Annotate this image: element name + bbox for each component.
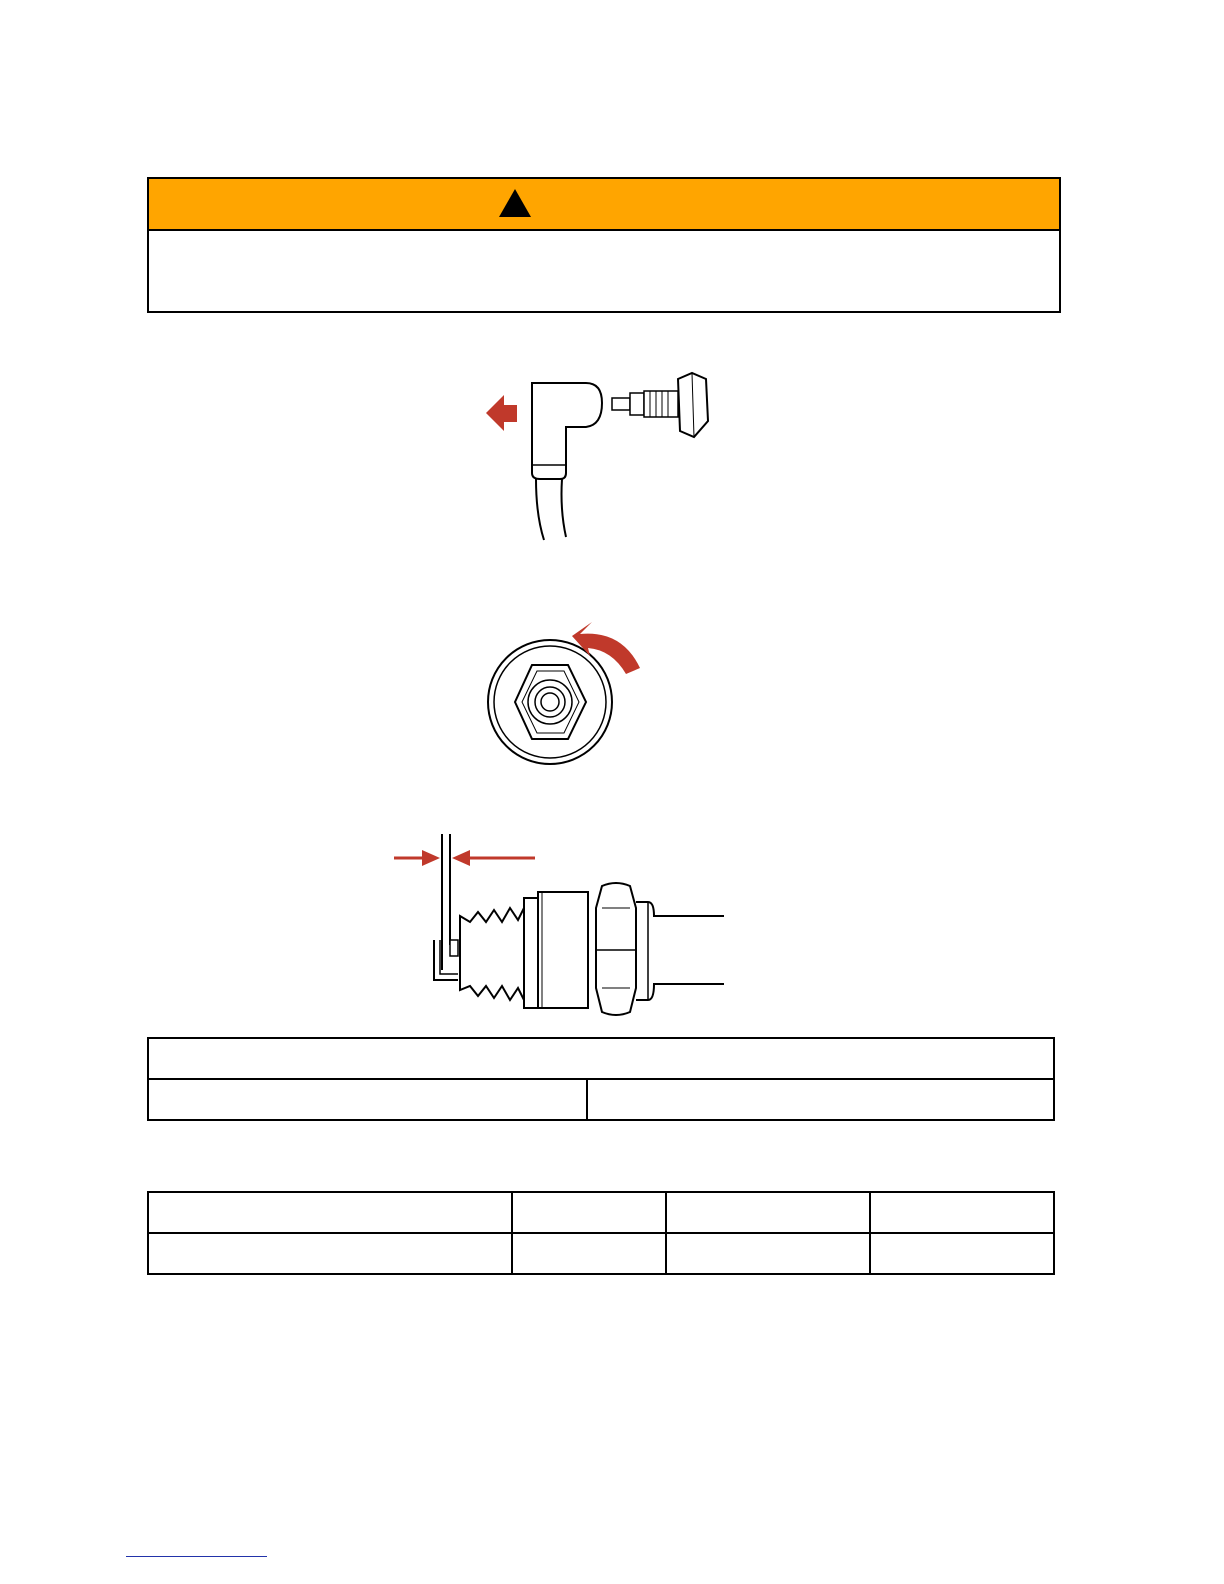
arrow-left-icon (486, 395, 517, 431)
table-row (148, 1233, 1054, 1274)
table-cell (666, 1233, 870, 1274)
spark-plug-rotate-out-figure (480, 612, 650, 772)
footer-link[interactable] (126, 1556, 267, 1557)
table-cell (870, 1233, 1054, 1274)
table-cell (512, 1233, 666, 1274)
table-cell (870, 1192, 1054, 1233)
warning-body (149, 231, 1059, 311)
table-cell (512, 1192, 666, 1233)
warning-box (147, 177, 1061, 313)
spec-table-1 (147, 1037, 1055, 1121)
spark-plug-gap-figure (390, 830, 730, 1025)
spec-table-2 (147, 1191, 1055, 1275)
warning-triangle-icon (498, 188, 532, 218)
table-row (148, 1038, 1054, 1079)
table-row (148, 1192, 1054, 1233)
table-cell (148, 1079, 587, 1120)
table-row (148, 1079, 1054, 1120)
table-cell (587, 1079, 1054, 1120)
gap-arrows-icon (394, 850, 535, 866)
table-cell (666, 1192, 870, 1233)
table-cell (148, 1192, 512, 1233)
warning-header (149, 179, 1059, 231)
table-cell (148, 1233, 512, 1274)
table-1-header (148, 1038, 1054, 1079)
spark-plug-lead-removal-figure (470, 365, 730, 550)
